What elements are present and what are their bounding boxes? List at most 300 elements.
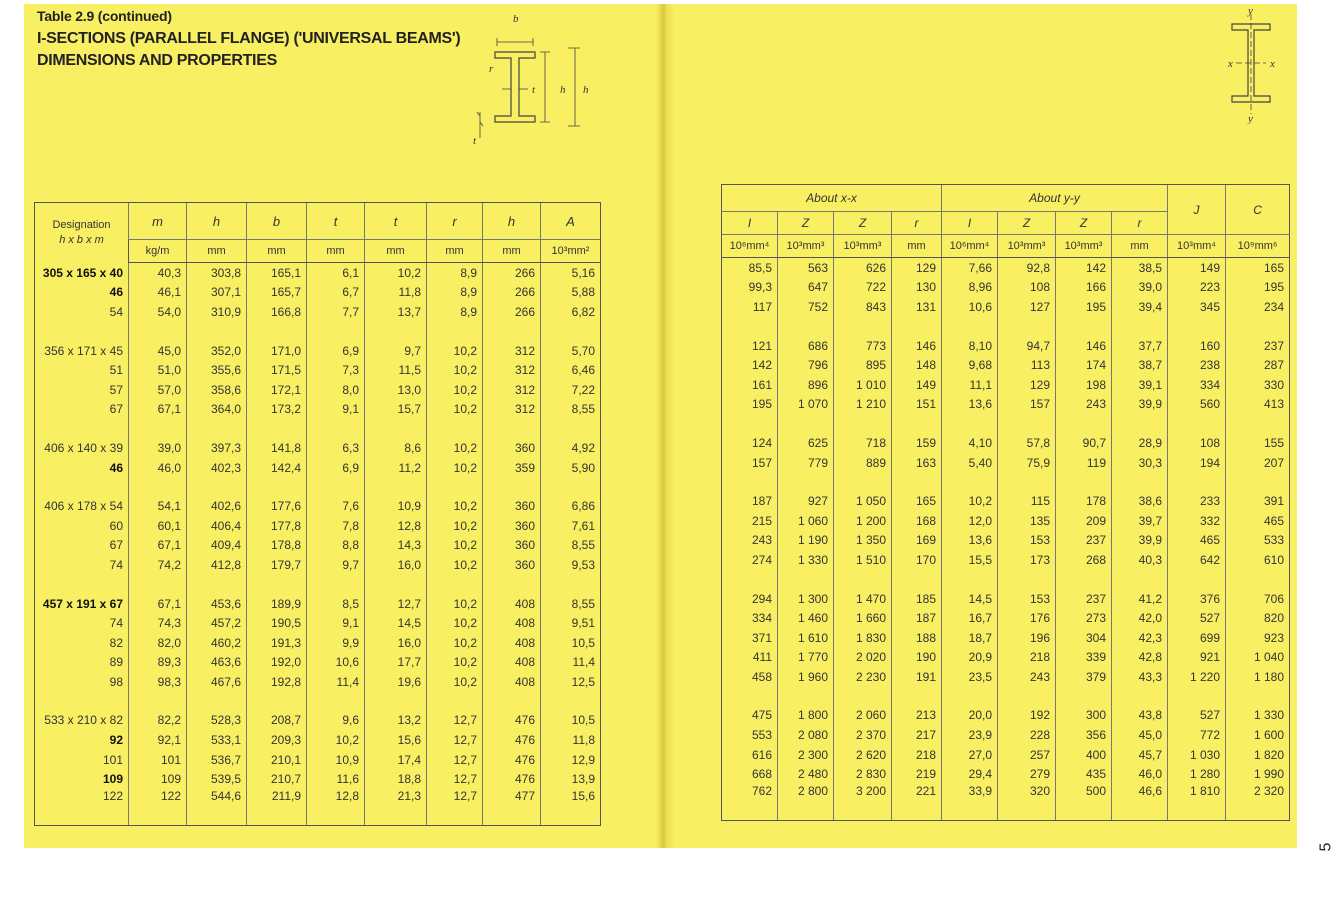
value-cell: 889 <box>834 453 892 473</box>
value-cell: 174 <box>1056 355 1112 375</box>
value-cell: 43,8 <box>1112 706 1168 726</box>
table-row <box>35 341 601 361</box>
table-row <box>35 555 601 575</box>
value-cell: 11,1 <box>942 375 998 395</box>
value-cell: 391 <box>1226 491 1290 511</box>
unit-cell: 10³mm³ <box>834 235 892 258</box>
value-cell: 11,4 <box>307 672 365 692</box>
value-cell: 1 300 <box>778 589 834 609</box>
value-cell: 1 180 <box>1226 667 1290 687</box>
value-cell: 127 <box>998 297 1056 317</box>
value-cell: 563 <box>778 258 834 278</box>
value-cell: 1 350 <box>834 531 892 551</box>
value-cell: 616 <box>722 745 778 765</box>
table-row <box>722 531 1290 551</box>
value-cell: 67,1 <box>129 536 187 556</box>
spacer-cell <box>541 575 601 594</box>
value-cell: 2 080 <box>778 725 834 745</box>
value-cell: 165 <box>1226 258 1290 278</box>
axis-x-left-label: x <box>1228 58 1233 70</box>
dim-r1-label: r <box>489 63 494 75</box>
spacer-cell <box>483 419 541 438</box>
value-cell: 10,2 <box>427 496 483 516</box>
spacer-cell <box>541 692 601 711</box>
value-cell: 188 <box>892 628 942 648</box>
designation-cell: 406 x 178 x 54 <box>35 496 129 516</box>
spacer-cell <box>1168 570 1226 589</box>
table-row <box>722 550 1290 570</box>
value-cell: 279 <box>998 764 1056 784</box>
unit-cell: 10³mm³ <box>998 235 1056 258</box>
value-cell: 11,6 <box>307 769 365 789</box>
value-cell: 13,6 <box>942 531 998 551</box>
value-cell: 13,6 <box>942 395 998 415</box>
value-cell: 21,3 <box>365 789 427 826</box>
designation-cell: 457 x 191 x 67 <box>35 594 129 614</box>
value-cell: 223 <box>1168 278 1226 298</box>
value-cell: 142 <box>722 355 778 375</box>
group-spacer-row <box>35 477 601 496</box>
value-cell: 773 <box>834 336 892 356</box>
spacer-cell <box>541 419 601 438</box>
spacer-cell <box>35 575 129 594</box>
unit-cell: 10⁶mm⁴ <box>722 235 778 258</box>
value-cell: 14,5 <box>365 613 427 633</box>
value-cell: 2 320 <box>1226 784 1290 821</box>
designation-cell: 122 <box>35 789 129 826</box>
value-cell: 190,5 <box>247 613 307 633</box>
value-cell: 14,5 <box>942 589 998 609</box>
value-cell: 1 040 <box>1226 648 1290 668</box>
value-cell: 23,5 <box>942 667 998 687</box>
dim-tf-label: t <box>473 135 477 147</box>
spacer-cell <box>187 322 247 341</box>
value-cell: 131 <box>892 297 942 317</box>
value-cell: 173 <box>998 550 1056 570</box>
value-cell: 157 <box>722 453 778 473</box>
axis-x-right-label: x <box>1270 58 1275 70</box>
value-cell: 151 <box>892 395 942 415</box>
value-cell: 191 <box>892 667 942 687</box>
value-cell: 12,5 <box>541 672 601 692</box>
value-cell: 274 <box>722 550 778 570</box>
value-cell: 7,66 <box>942 258 998 278</box>
value-cell: 752 <box>778 297 834 317</box>
designation-cell: 356 x 171 x 45 <box>35 341 129 361</box>
value-cell: 376 <box>1168 589 1226 609</box>
value-cell: 207 <box>1226 453 1290 473</box>
value-cell: 165,7 <box>247 283 307 303</box>
value-cell: 142 <box>1056 258 1112 278</box>
value-cell: 5,70 <box>541 341 601 361</box>
unit-cell: 10³mm³ <box>1056 235 1112 258</box>
value-cell: 1 190 <box>778 531 834 551</box>
value-cell: 2 230 <box>834 667 892 687</box>
value-cell: 379 <box>1056 667 1112 687</box>
spacer-cell <box>541 477 601 496</box>
value-cell: 266 <box>483 283 541 303</box>
value-cell: 10,6 <box>307 653 365 673</box>
table-row <box>35 789 601 826</box>
value-cell: 458 <box>722 667 778 687</box>
value-cell: 413 <box>1226 395 1290 415</box>
value-cell: 11,2 <box>365 458 427 478</box>
value-cell: 13,7 <box>365 302 427 322</box>
value-cell: 465 <box>1168 531 1226 551</box>
value-cell: 7,3 <box>307 360 365 380</box>
value-cell: 5,40 <box>942 453 998 473</box>
designation-cell: 51 <box>35 360 129 380</box>
table-row <box>35 633 601 653</box>
spacer-cell <box>1168 414 1226 433</box>
table-row <box>722 784 1290 821</box>
group-spacer-row <box>722 687 1290 706</box>
header-cw: C <box>1226 185 1290 235</box>
unit-cell: mm <box>892 235 942 258</box>
value-cell: 527 <box>1168 608 1226 628</box>
spacer-cell <box>1226 414 1290 433</box>
value-cell: 141,8 <box>247 438 307 458</box>
spacer-cell <box>307 477 365 496</box>
value-cell: 10,6 <box>942 297 998 317</box>
value-cell: 142,4 <box>247 458 307 478</box>
value-cell: 10,2 <box>427 633 483 653</box>
unit-cell: 10⁹mm⁶ <box>1226 235 1290 258</box>
value-cell: 10,2 <box>427 555 483 575</box>
table-row <box>722 278 1290 298</box>
designation-cell: 74 <box>35 555 129 575</box>
table-row <box>35 769 601 789</box>
value-cell: 476 <box>483 769 541 789</box>
value-cell: 191,3 <box>247 633 307 653</box>
value-cell: 1 810 <box>1168 784 1226 821</box>
value-cell: 39,1 <box>1112 375 1168 395</box>
table-row <box>35 496 601 516</box>
value-cell: 179,7 <box>247 555 307 575</box>
spacer-cell <box>1226 472 1290 491</box>
value-cell: 82,2 <box>129 711 187 731</box>
value-cell: 355,6 <box>187 360 247 380</box>
value-cell: 10,2 <box>427 653 483 673</box>
value-cell: 9,7 <box>307 555 365 575</box>
book-gutter <box>656 4 674 848</box>
value-cell: 397,3 <box>187 438 247 458</box>
value-cell: 303,8 <box>187 263 247 283</box>
value-cell: 312 <box>483 341 541 361</box>
value-cell: 6,9 <box>307 341 365 361</box>
value-cell: 39,0 <box>1112 278 1168 298</box>
spacer-cell <box>892 687 942 706</box>
value-cell: 722 <box>834 278 892 298</box>
value-cell: 273 <box>1056 608 1112 628</box>
unit-cell: mm <box>187 240 247 263</box>
table-heading: I-SECTIONS (PARALLEL FLANGE) ('UNIVERSAL BEAMS') <box>37 30 461 47</box>
spacer-cell <box>129 692 187 711</box>
value-cell: 75,9 <box>998 453 1056 473</box>
value-cell: 146 <box>892 336 942 356</box>
value-cell: 10,2 <box>942 491 998 511</box>
value-cell: 360 <box>483 536 541 556</box>
value-cell: 12,9 <box>541 750 601 770</box>
value-cell: 307,1 <box>187 283 247 303</box>
header-hw: h <box>483 203 541 240</box>
value-cell: 38,7 <box>1112 355 1168 375</box>
value-cell: 11,4 <box>541 653 601 673</box>
table-row <box>35 730 601 750</box>
value-cell: 170 <box>892 550 942 570</box>
value-cell: 92,1 <box>129 730 187 750</box>
value-cell: 148 <box>892 355 942 375</box>
designation-header-label: Designation <box>52 218 111 231</box>
group-spacer-row <box>35 322 601 341</box>
spacer-cell <box>1112 570 1168 589</box>
value-cell: 6,7 <box>307 283 365 303</box>
value-cell: 2 800 <box>778 784 834 821</box>
value-cell: 161 <box>722 375 778 395</box>
value-cell: 843 <box>834 297 892 317</box>
value-cell: 12,7 <box>365 594 427 614</box>
table-row <box>722 258 1290 278</box>
spacer-cell <box>942 570 998 589</box>
value-cell: 42,3 <box>1112 628 1168 648</box>
value-cell: 1 510 <box>834 550 892 570</box>
spacer-cell <box>187 692 247 711</box>
value-cell: 173,2 <box>247 400 307 420</box>
table-row <box>35 516 601 536</box>
unit-cell: kg/m <box>129 240 187 263</box>
value-cell: 923 <box>1226 628 1290 648</box>
spacer-cell <box>247 322 307 341</box>
value-cell: 39,0 <box>129 438 187 458</box>
value-cell: 927 <box>778 491 834 511</box>
value-cell: 9,68 <box>942 355 998 375</box>
value-cell: 13,2 <box>365 711 427 731</box>
spacer-cell <box>129 575 187 594</box>
value-cell: 57,8 <box>998 433 1056 453</box>
table-row <box>35 711 601 731</box>
value-cell: 51,0 <box>129 360 187 380</box>
value-cell: 533 <box>1226 531 1290 551</box>
value-cell: 39,9 <box>1112 395 1168 415</box>
value-cell: 544,6 <box>187 789 247 826</box>
value-cell: 233 <box>1168 491 1226 511</box>
designation-cell: 406 x 140 x 39 <box>35 438 129 458</box>
value-cell: 300 <box>1056 706 1112 726</box>
value-cell: 625 <box>778 433 834 453</box>
value-cell: 460,2 <box>187 633 247 653</box>
value-cell: 5,90 <box>541 458 601 478</box>
group-spacer-row <box>722 414 1290 433</box>
value-cell: 16,0 <box>365 555 427 575</box>
value-cell: 121 <box>722 336 778 356</box>
value-cell: 12,7 <box>427 769 483 789</box>
spacer-cell <box>778 317 834 336</box>
value-cell: 1 770 <box>778 648 834 668</box>
table-row <box>722 491 1290 511</box>
spacer-cell <box>1112 317 1168 336</box>
value-cell: 40,3 <box>129 263 187 283</box>
header-h: h <box>187 203 247 240</box>
spacer-cell <box>834 414 892 433</box>
value-cell: 2 620 <box>834 745 892 765</box>
spacer-cell <box>35 477 129 496</box>
value-cell: 9,9 <box>307 633 365 653</box>
value-cell: 706 <box>1226 589 1290 609</box>
value-cell: 1 330 <box>1226 706 1290 726</box>
value-cell: 10,2 <box>427 458 483 478</box>
value-cell: 17,7 <box>365 653 427 673</box>
value-cell: 1 070 <box>778 395 834 415</box>
table-number: Table 2.9 (continued) <box>37 8 172 24</box>
spacer-cell <box>307 575 365 594</box>
value-cell: 101 <box>129 750 187 770</box>
value-cell: 457,2 <box>187 613 247 633</box>
value-cell: 467,6 <box>187 672 247 692</box>
value-cell: 177,6 <box>247 496 307 516</box>
value-cell: 10,2 <box>427 400 483 420</box>
table-row <box>722 608 1290 628</box>
spacer-cell <box>834 687 892 706</box>
value-cell: 195 <box>722 395 778 415</box>
value-cell: 435 <box>1056 764 1112 784</box>
value-cell: 1 050 <box>834 491 892 511</box>
value-cell: 668 <box>722 764 778 784</box>
value-cell: 12,8 <box>307 789 365 826</box>
value-cell: 20,9 <box>942 648 998 668</box>
value-cell: 192,8 <box>247 672 307 692</box>
spacer-cell <box>722 687 778 706</box>
dim-h-label: h <box>583 84 589 96</box>
value-cell: 539,5 <box>187 769 247 789</box>
value-cell: 8,8 <box>307 536 365 556</box>
value-cell: 187 <box>722 491 778 511</box>
value-cell: 7,6 <box>307 496 365 516</box>
value-cell: 320 <box>998 784 1056 821</box>
dim-tw-label: t <box>532 84 536 96</box>
value-cell: 2 060 <box>834 706 892 726</box>
value-cell: 60,1 <box>129 516 187 536</box>
axis-y-bottom-label: y <box>1248 113 1253 124</box>
value-cell: 409,4 <box>187 536 247 556</box>
about-xx-header: About x-x <box>722 185 942 212</box>
header-a: A <box>541 203 601 240</box>
unit-cell: mm <box>427 240 483 263</box>
value-cell: 130 <box>892 278 942 298</box>
value-cell: 339 <box>1056 648 1112 668</box>
value-cell: 209 <box>1056 511 1112 531</box>
value-cell: 345 <box>1168 297 1226 317</box>
value-cell: 187 <box>892 608 942 628</box>
value-cell: 13,0 <box>365 380 427 400</box>
value-cell: 29,4 <box>942 764 998 784</box>
table-row <box>35 438 601 458</box>
value-cell: 117 <box>722 297 778 317</box>
value-cell: 332 <box>1168 511 1226 531</box>
value-cell: 33,9 <box>942 784 998 821</box>
value-cell: 268 <box>1056 550 1112 570</box>
value-cell: 178 <box>1056 491 1112 511</box>
value-cell: 304 <box>1056 628 1112 648</box>
value-cell: 153 <box>998 589 1056 609</box>
value-cell: 7,61 <box>541 516 601 536</box>
table-row <box>722 628 1290 648</box>
unit-cell: mm <box>307 240 365 263</box>
value-cell: 400 <box>1056 745 1112 765</box>
value-cell: 94,7 <box>998 336 1056 356</box>
value-cell: 243 <box>722 531 778 551</box>
value-cell: 5,88 <box>541 283 601 303</box>
table-row <box>722 375 1290 395</box>
designation-cell: 305 x 165 x 40 <box>35 263 129 283</box>
spacer-cell <box>834 472 892 491</box>
value-cell: 1 210 <box>834 395 892 415</box>
spacer-cell <box>483 477 541 496</box>
spacer-cell <box>307 692 365 711</box>
spacer-cell <box>1056 570 1112 589</box>
designation-cell: 67 <box>35 536 129 556</box>
value-cell: 371 <box>722 628 778 648</box>
spacer-cell <box>35 692 129 711</box>
axis-y-top-label: y <box>1248 5 1253 17</box>
value-cell: 360 <box>483 516 541 536</box>
value-cell: 119 <box>1056 453 1112 473</box>
value-cell: 43,3 <box>1112 667 1168 687</box>
value-cell: 1 060 <box>778 511 834 531</box>
spacer-cell <box>722 414 778 433</box>
value-cell: 10,5 <box>541 711 601 731</box>
value-cell: 477 <box>483 789 541 826</box>
unit-cell: 10³mm² <box>541 240 601 263</box>
spacer-cell <box>778 570 834 589</box>
value-cell: 500 <box>1056 784 1112 821</box>
table-row <box>35 360 601 380</box>
value-cell: 166,8 <box>247 302 307 322</box>
table-row <box>722 433 1290 453</box>
value-cell: 171,5 <box>247 360 307 380</box>
value-cell: 218 <box>892 745 942 765</box>
value-cell: 46,0 <box>129 458 187 478</box>
value-cell: 192,0 <box>247 653 307 673</box>
spacer-cell <box>1168 472 1226 491</box>
value-cell: 10,9 <box>307 750 365 770</box>
group-spacer-row <box>722 570 1290 589</box>
value-cell: 129 <box>998 375 1056 395</box>
spacer-cell <box>187 419 247 438</box>
value-cell: 177,8 <box>247 516 307 536</box>
value-cell: 163 <box>892 453 942 473</box>
value-cell: 108 <box>1168 433 1226 453</box>
spacer-cell <box>483 692 541 711</box>
value-cell: 8,55 <box>541 400 601 420</box>
header-zplx: Z <box>834 212 892 235</box>
value-cell: 15,5 <box>942 550 998 570</box>
value-cell: 237 <box>1056 589 1112 609</box>
value-cell: 310,9 <box>187 302 247 322</box>
page-number: 5 <box>1317 842 1335 852</box>
value-cell: 1 610 <box>778 628 834 648</box>
value-cell: 408 <box>483 653 541 673</box>
value-cell: 90,7 <box>1056 433 1112 453</box>
value-cell: 360 <box>483 496 541 516</box>
unit-cell: mm <box>247 240 307 263</box>
header-j: J <box>1168 185 1226 235</box>
header-m: m <box>129 203 187 240</box>
value-cell: 42,8 <box>1112 648 1168 668</box>
value-cell: 360 <box>483 555 541 575</box>
table-row <box>35 594 601 614</box>
spacer-cell <box>722 317 778 336</box>
spacer-cell <box>1056 472 1112 491</box>
